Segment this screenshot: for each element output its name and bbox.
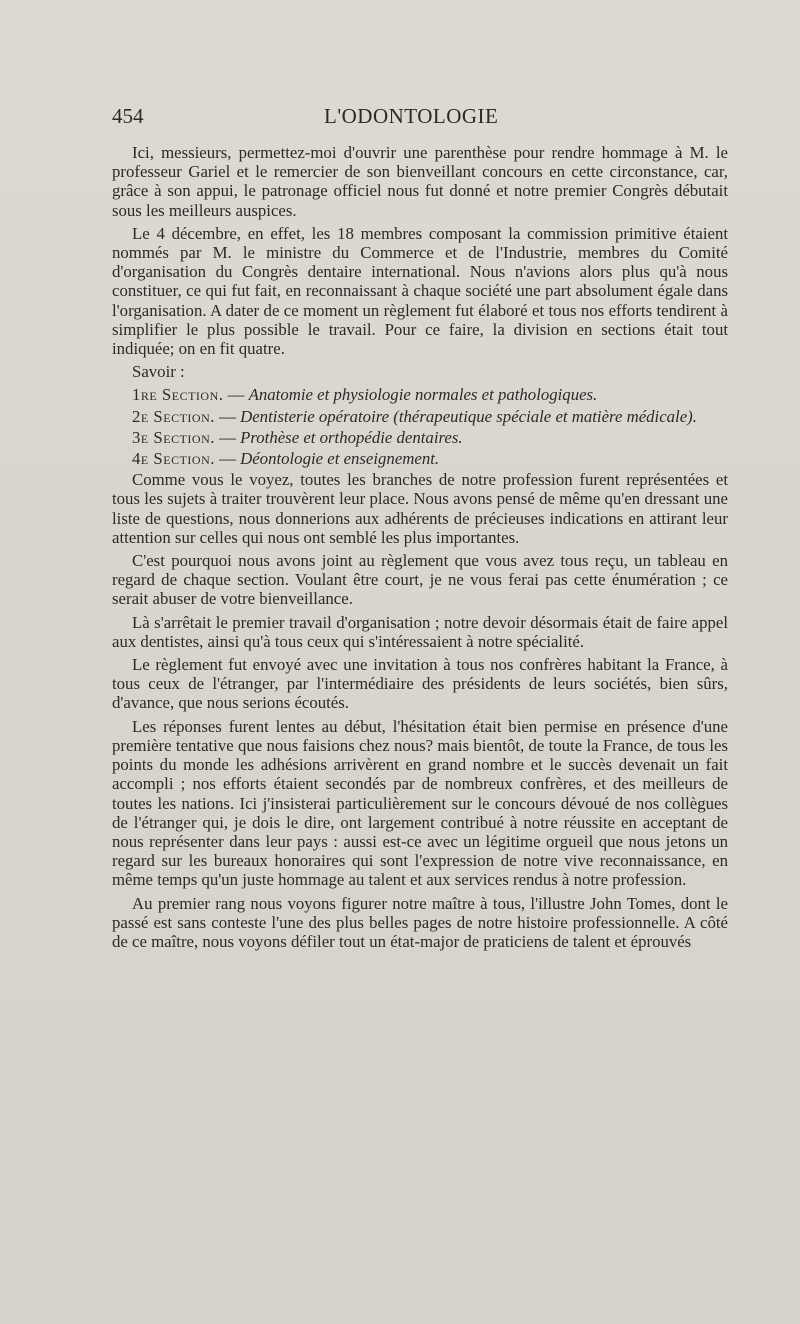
paragraph: Comme vous le voyez, toutes les branches de notre profession furent représentées et tous les sujets à traiter trouvèrent leur place. Nous avons pensé de même qu'en dressant une liste de questions, nous donnerions aux adhérents de précieuses indications en attirant leur attention sur celles qui nous ont semblé les plus importantes. [112, 470, 728, 547]
section-item: 2e Section. — Dentisterie opératoire (thérapeutique spéciale et matière médicale). [132, 406, 697, 426]
paragraph: Au premier rang nous voyons figurer notre maître à tous, l'illustre John Tomes, dont le passé est sans conteste l'une des plus belles pages de notre histoire professionnelle. A côté de ce maître, nous voyons défiler tout un état-major de praticiens de talent et éprouvés [112, 893, 728, 951]
section-title: Anatomie et physiologie normales et pathologiques. [248, 385, 598, 405]
page-header [112, 104, 712, 134]
section-label: 4e Section. [132, 449, 215, 469]
paragraph: C'est pourquoi nous avons joint au règlement que vous avez tous reçu, un tableau en regard de chaque section. Voulant être court, je ne vous ferai pas cette énumération ; ce serait abuser de votre bienveillance. [112, 551, 728, 609]
section-label: 3e Section. [132, 427, 215, 447]
section-label: 2e Section. [132, 406, 215, 426]
paragraph: Ici, messieurs, permettez-moi d'ouvrir une parenthèse pour rendre hommage à M. le professeur Gariel et le remercier de son bienveillant concours en cette circonstance, car, grâce à son appui, le patronage officiel nous fut donné et notre premier Congrès débutait sous les meilleurs auspices. [112, 143, 728, 220]
section-title: Prothèse et orthopédie dentaires. [240, 427, 463, 447]
section-title: Déontologie et enseignement. [240, 449, 440, 469]
section-label: 1re Section. [132, 385, 224, 405]
paragraph: Savoir : [132, 362, 185, 382]
paragraph: Là s'arrêtait le premier travail d'organisation ; notre devoir désormais était de faire appel aux dentistes, ainsi qu'à tous ceux qui s'intéressaient à notre spécialité. [112, 612, 728, 651]
page-body [112, 143, 728, 955]
section-item: 1re Section. — Anatomie et physiologie normales et pathologiques. [132, 385, 598, 405]
section-item: 4e Section. — Déontologie et enseignement. [132, 449, 440, 469]
sections-list [112, 385, 728, 468]
paragraph: Le 4 décembre, en effet, les 18 membres composant la commission primitive étaient nommés par M. le ministre du Commerce et de l'Industrie, membres du Comité d'organisation du Congrès dentaire international. Nous n'avions alors plus qu'à nous constituer, ce qui fut fait, en reconnaissant à chaque société une part absolument égale dans l'organisation. A dater de ce moment un règlement fut élaboré et tous nos efforts tendirent à simplifier le plus possible le travail. Pour ce faire, la division en sections était tout indiquée; on en fit quatre. [112, 223, 728, 359]
paragraph: Le règlement fut envoyé avec une invitation à tous nos confrères habitant la France, à tous ceux de l'étranger, par l'intermédiaire des présidents de leurs sociétés, bien sûrs, d'avance, que nous serions écoutés. [112, 655, 728, 713]
section-title: Dentisterie opératoire (thérapeutique spéciale et matière médicale). [240, 406, 697, 426]
running-title: L'ODONTOLOGIE [324, 104, 499, 128]
page-number: 454 [112, 104, 144, 128]
section-item: 3e Section. — Prothèse et orthopédie dentaires. [132, 427, 463, 447]
paragraph: Les réponses furent lentes au début, l'hésitation était bien permise en présence d'une première tentative que nous faisions chez nous? mais bientôt, de toute la France, de tous les points du monde les adhésions arrivèrent en grand nombre et le succès devenait un fait accompli ; nos efforts étaient secondés par de nombreux confrères, et des meilleurs de toutes les nations. Ici j'insisterai particulièrement sur le concours dévoué de nos collègues de l'étranger qui, je dois le dire, ont largement contribué à notre réussite en acceptant de nous représenter dans leur pays : aussi est-ce avec un légitime orgueil que nous jetons un regard sur les bureaux honoraires qui sont l'expression de notre vive reconnaissance, en même temps qu'un juste hommage au talent et aux services rendus à notre profession. [112, 716, 728, 890]
